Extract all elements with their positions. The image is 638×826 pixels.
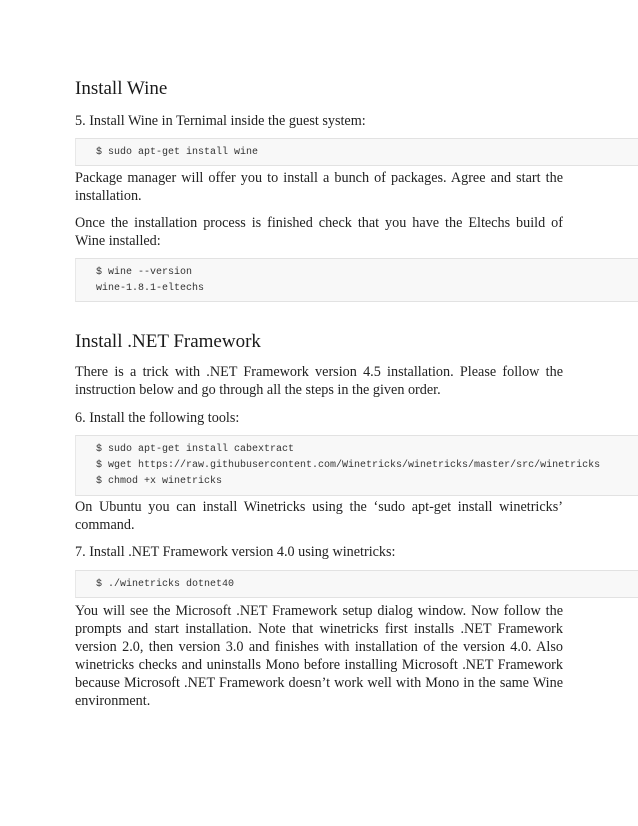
code-line: $ sudo apt-get install wine bbox=[96, 147, 259, 158]
code-line: $ sudo apt-get install cabextract bbox=[96, 444, 295, 455]
heading-install-net: Install .NET Framework bbox=[75, 331, 261, 352]
code-line: wine-1.8.1-eltechs bbox=[96, 283, 205, 294]
final-paragraph: You will see the Microsoft .NET Framework setup dialog window. Now follow the prompts and start installation. Note that winetricks first installs .NET Framework version 2.0, then version 3.0 and finishes with installation of the version 4.0. Also winetricks checks and uninstalls Mono before installing Microsoft .NET Framework because Microsoft .NET Framework doesn’t work well with Mono in the same Wine environment. bbox=[75, 603, 563, 709]
ubuntu-paragraph: On Ubuntu you can install Winetricks using the ‘sudo apt-get install winetricks’ command. bbox=[75, 499, 563, 533]
step-6-text: 6. Install the following tools: bbox=[75, 410, 240, 426]
heading-install-wine: Install Wine bbox=[75, 78, 168, 99]
code-line: $ chmod +x winetricks bbox=[96, 476, 223, 487]
step-7-text: 7. Install .NET Framework version 4.0 using winetricks: bbox=[75, 544, 396, 560]
code-block-dotnet40 bbox=[75, 570, 638, 598]
code-line: $ wget https://raw.githubusercontent.com/Winetricks/winetricks/master/src/winetricks bbox=[96, 460, 601, 471]
package-manager-paragraph: Package manager will offer you to install a bunch of packages. Agree and start the installation. bbox=[75, 170, 563, 204]
once-installed-paragraph: Once the installation process is finished check that you have the Eltechs build of Wine installed: bbox=[75, 215, 563, 249]
trick-paragraph: There is a trick with .NET Framework version 4.5 installation. Please follow the instruction below and go through all the steps in the given order. bbox=[75, 364, 563, 398]
step-5-text: 5. Install Wine in Ternimal inside the guest system: bbox=[75, 113, 366, 129]
code-line: $ wine --version bbox=[96, 267, 193, 278]
code-line: $ ./winetricks dotnet40 bbox=[96, 579, 235, 590]
code-block-wine-version bbox=[75, 258, 638, 302]
code-block-install-wine bbox=[75, 138, 638, 166]
code-block-tools bbox=[75, 435, 638, 496]
